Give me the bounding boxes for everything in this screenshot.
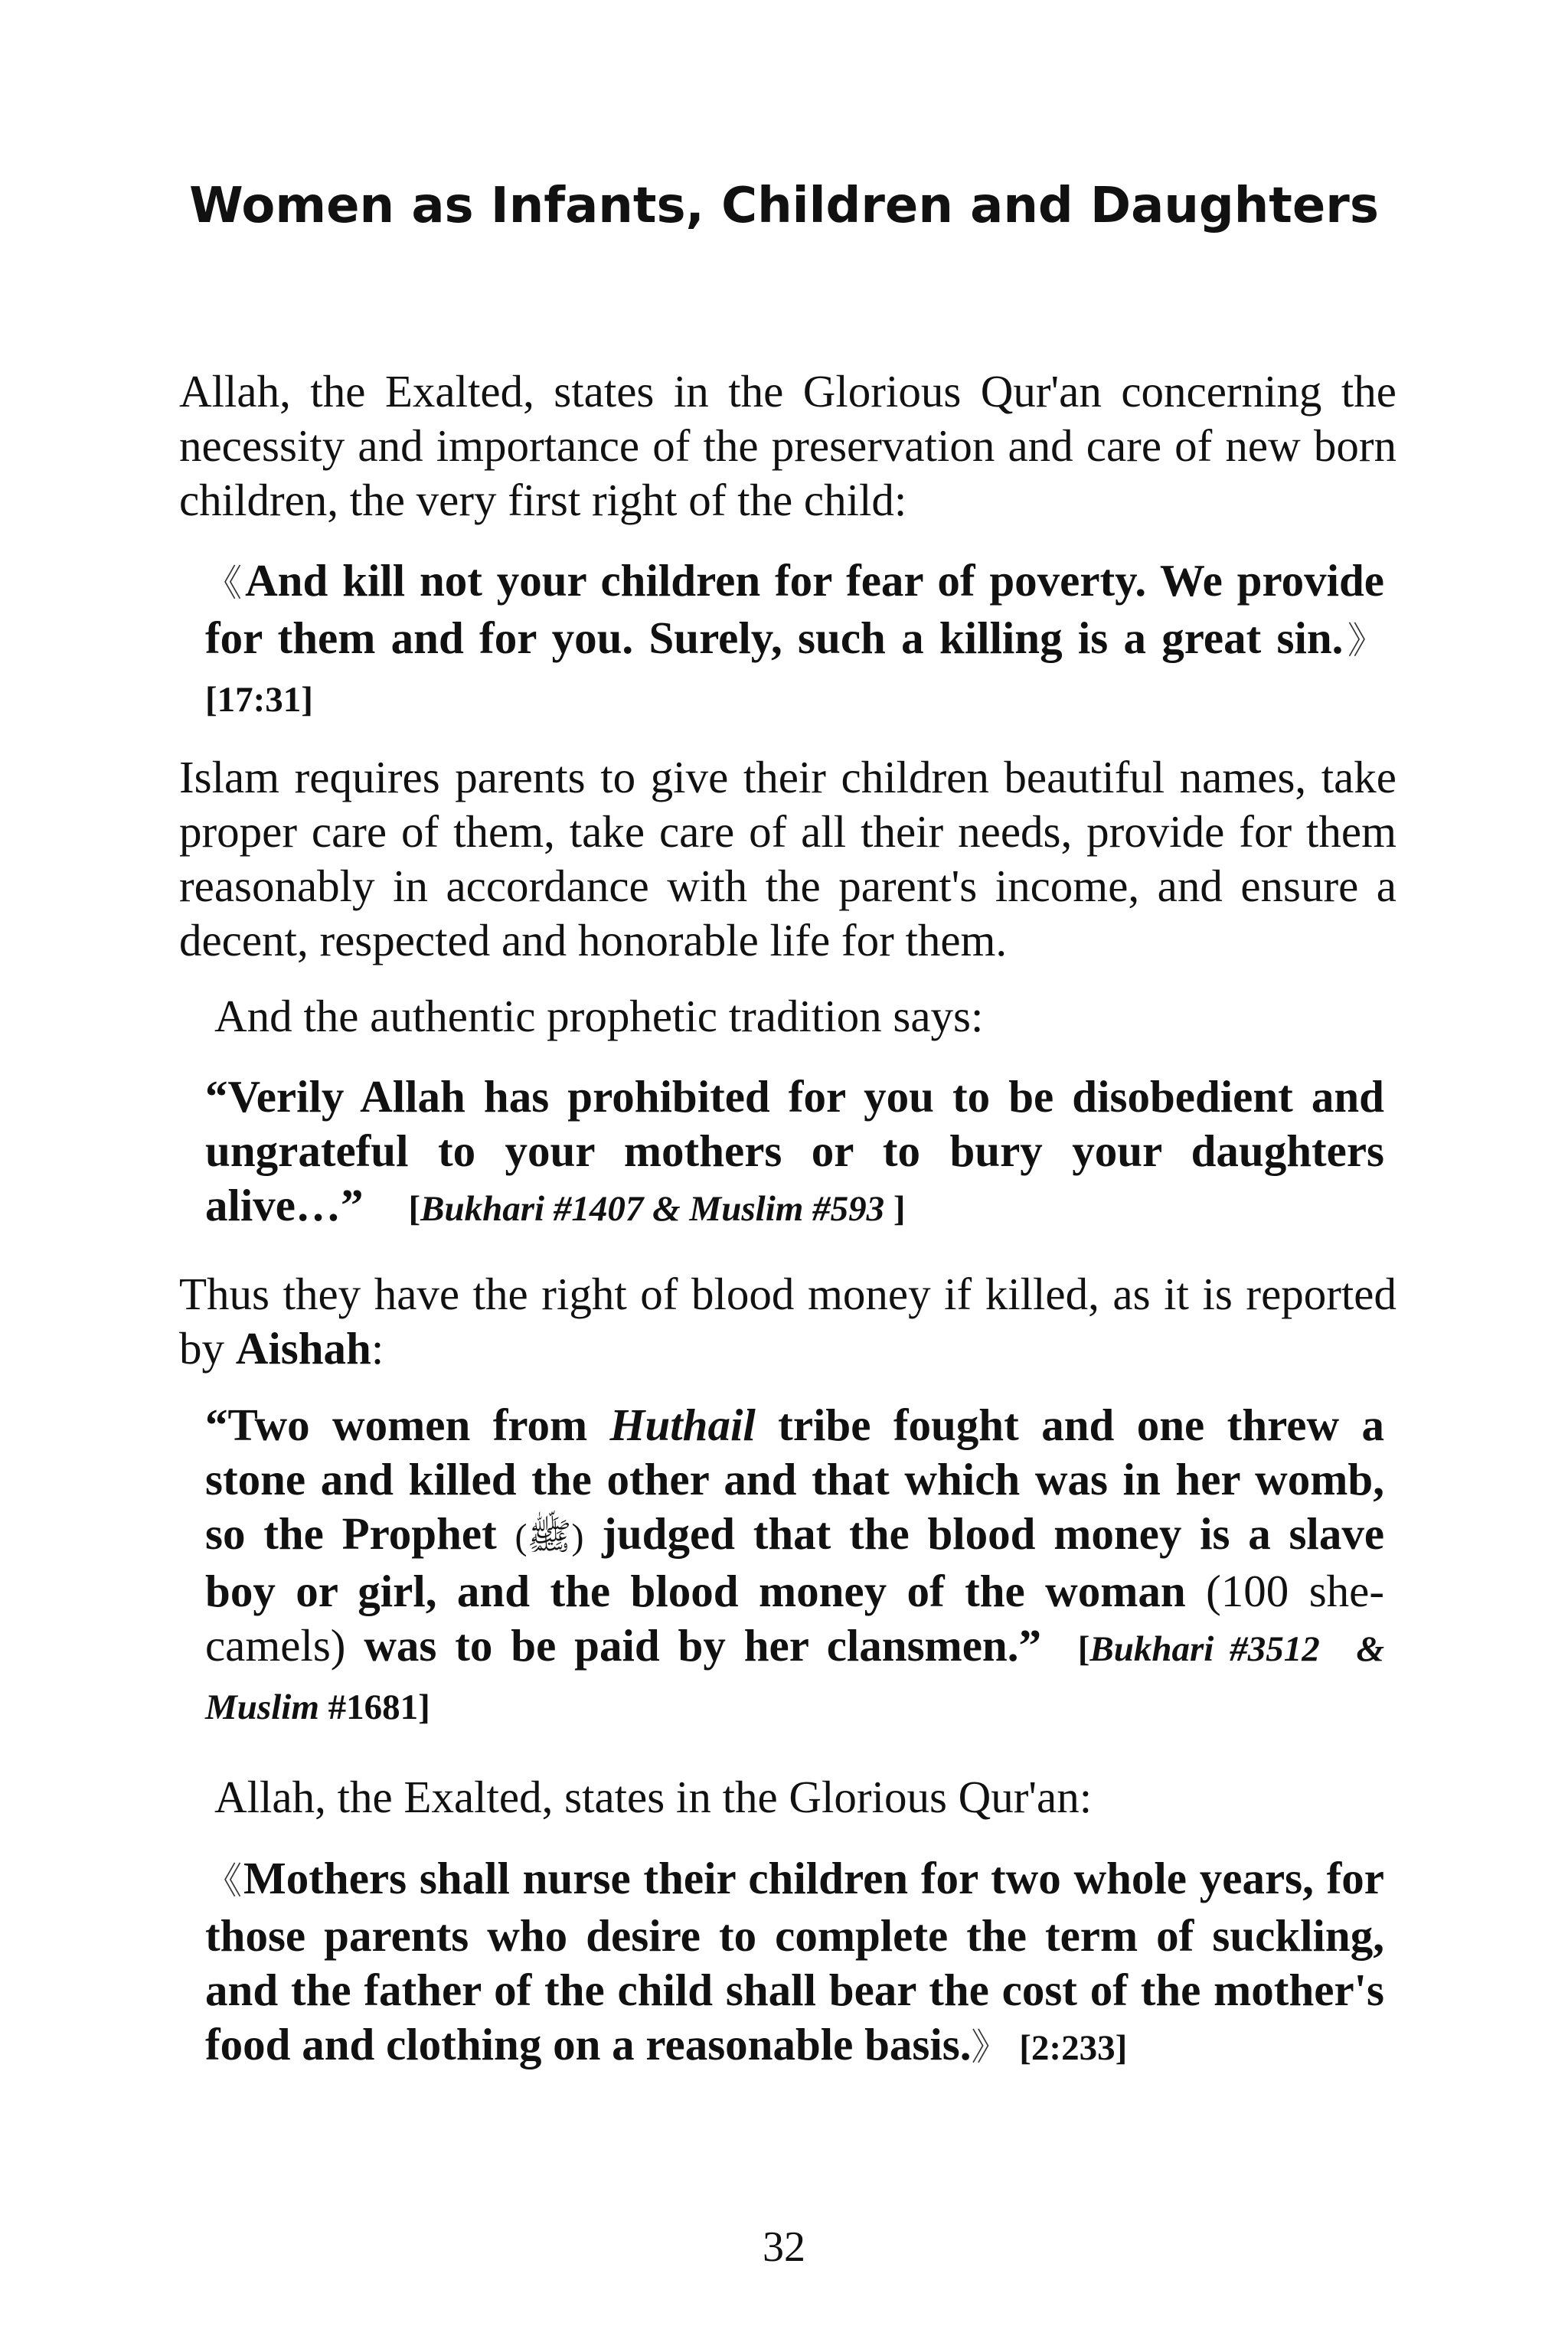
intro-paragraph: Allah, the Exalted, states in the Glorious Qur'an concerning the necessity and importance of the preservation and care of new born children, the very first right of the child: [179,366,1396,525]
ornate-close-bracket: 》 [1343,621,1384,662]
honorific-symbol: (ﷺ) [514,1517,584,1557]
hadith-reference: Bukhari #1407 & Muslim #593 [420,1189,885,1229]
tribe-name: Huthail [609,1400,756,1450]
hadith-ref-open: [ [1077,1629,1090,1669]
hadith-ref-close: ] [884,1189,906,1229]
quran-verse-2-233 [205,1851,1384,2076]
hadith-quote-2 [205,1398,1384,1735]
ornate-open-bracket: 《 [205,1861,244,1902]
ornate-open-bracket: 《 [205,564,246,604]
paragraph-quran-intro: Allah, the Exalted, states in the Glorious Qur'an: [214,1772,1093,1822]
hadith-reference-bukhari: Bukhari #3512 [1089,1629,1320,1669]
verse-reference: [2:233] [1019,2028,1128,2068]
hadith-reference-muslim: & Muslim [205,1629,1385,1727]
hadith-part-4: was to be paid by her clansmen.” [345,1620,1041,1671]
hadith-ref-open: [ [408,1189,421,1229]
camels-note: (100 she-camels) [205,1566,1384,1671]
hadith-part-3: judged that the blood money is a slave boy or girl, and the blood money of the woman [205,1508,1385,1616]
verse-text: Mothers shall nurse their children for two whole years, for those parents who desire to complete the term of suckling, and the father of the child shall bear the cost of the mother's food and clothing on a reasonable basis. [205,1853,1384,2069]
quran-verse-17-31 [205,554,1384,727]
paragraph-blood-money [179,1267,1396,1376]
paragraph-end: : [371,1323,384,1374]
paragraph-islam-requires: Islam requires parents to give their children beautiful names, take proper care of them, take care of all their needs, provide for them reasonably in accordance with the parent's income, and ensure a decent, respected and honorable life for them. [179,752,1396,965]
paragraph-text: Thus they have the right of blood money if killed, as it is reported by [179,1269,1396,1374]
narrator-name: Aishah [235,1323,371,1374]
page-number: 32 [763,2223,805,2271]
paragraph-tradition-intro: And the authentic prophetic tradition says: [214,991,984,1041]
hadith-part-1: “Two women from [205,1400,610,1450]
hadith-text: “Verily Allah has prohibited for you to be disobedient and ungrateful to your mothers or to bury your daughters alive…” [205,1071,1384,1230]
hadith-quote-1 [205,1070,1384,1236]
verse-text: And kill not your children for fear of poverty. We provide for them and for you. Surely, such a killing is a great sin. [205,555,1384,663]
verse-reference: [17:31] [205,680,313,720]
page-title: Women as Infants, Children and Daughters [189,178,1379,234]
hadith-reference-number: #1681] [318,1687,430,1727]
ornate-close-bracket: 》 [971,2027,1008,2068]
hadith-part-2: tribe fought and one threw a stone and killed the other and that which was in her womb, so the Prophet [205,1400,1384,1559]
